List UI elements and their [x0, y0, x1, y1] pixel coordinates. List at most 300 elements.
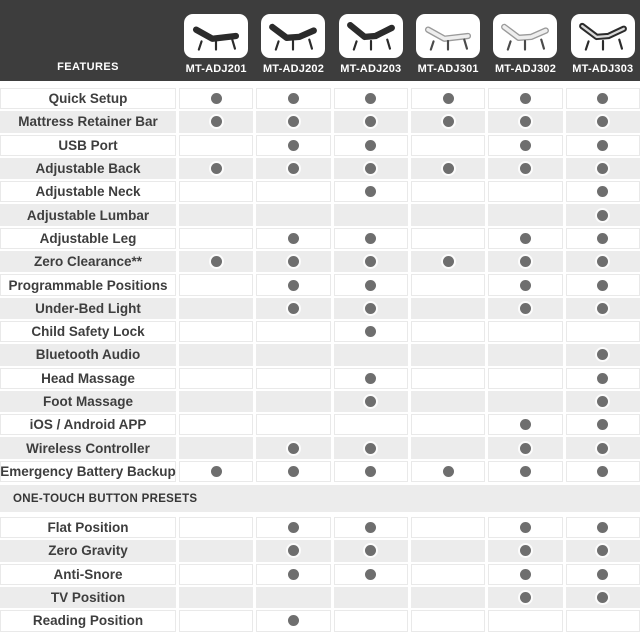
model-name-label: MT-ADJ201	[185, 63, 247, 75]
feature-value-cell	[411, 228, 485, 249]
feature-name-cell	[0, 368, 176, 389]
feature-value-cell	[411, 437, 485, 458]
feature-name-label: Zero Clearance**	[33, 254, 143, 270]
model-name-label: MT-ADJ203	[340, 63, 402, 75]
feature-value-cell	[256, 517, 330, 538]
model-name-label: MT-ADJ202	[262, 63, 325, 75]
feature-name-cell	[0, 274, 176, 295]
feature-name-cell	[0, 414, 176, 435]
feature-name-label: Foot Massage	[42, 394, 134, 409]
table-header	[0, 0, 640, 81]
feature-name-label: Wireless Controller	[26, 440, 150, 456]
feature-value-cell	[256, 344, 330, 365]
feature-included-dot-icon	[520, 280, 531, 291]
feature-value-cell	[566, 181, 640, 202]
feature-value-cell	[488, 540, 562, 561]
feature-name-label: Flat Position	[47, 520, 129, 536]
section-title: ONE-TOUCH BUTTON PRESETS	[13, 492, 198, 505]
feature-value-cell	[488, 181, 562, 202]
feature-value-cell	[179, 204, 253, 225]
feature-included-dot-icon	[520, 592, 531, 603]
feature-value-cell	[179, 111, 253, 132]
feature-value-cell	[566, 158, 640, 179]
feature-value-cell	[488, 135, 562, 156]
feature-value-cell	[256, 158, 330, 179]
feature-included-dot-icon	[365, 443, 376, 454]
model-column-header	[256, 0, 330, 81]
feature-value-cell	[488, 88, 562, 109]
feature-included-dot-icon	[520, 419, 531, 430]
feature-value-cell	[179, 158, 253, 179]
feature-value-cell	[411, 158, 485, 179]
feature-value-cell	[256, 135, 330, 156]
feature-value-cell	[179, 181, 253, 202]
feature-name-cell	[0, 391, 176, 412]
feature-value-cell	[488, 344, 562, 365]
feature-name-label: Zero Gravity	[48, 543, 128, 559]
feature-included-dot-icon	[597, 522, 608, 533]
feature-value-cell	[411, 517, 485, 538]
product-image-tile	[416, 14, 480, 58]
feature-included-dot-icon	[597, 233, 608, 244]
feature-value-cell	[488, 391, 562, 412]
feature-included-dot-icon	[211, 163, 222, 174]
feature-name-cell	[0, 158, 176, 179]
adjustable-bed-mixed-head-foot-up-icon	[575, 17, 631, 55]
feature-included-dot-icon	[288, 569, 299, 580]
feature-value-cell	[334, 228, 408, 249]
feature-value-cell	[334, 251, 408, 272]
feature-name-cell	[0, 204, 176, 225]
feature-name-cell	[0, 321, 176, 342]
feature-value-cell	[179, 344, 253, 365]
feature-value-cell	[411, 298, 485, 319]
feature-value-cell	[411, 135, 485, 156]
feature-included-dot-icon	[365, 466, 376, 477]
feature-included-dot-icon	[597, 349, 608, 360]
feature-value-cell	[566, 321, 640, 342]
feature-value-cell	[179, 391, 253, 412]
feature-name-label: Quick Setup	[48, 91, 128, 107]
feature-value-cell	[566, 344, 640, 365]
feature-included-dot-icon	[597, 592, 608, 603]
feature-value-cell	[411, 204, 485, 225]
feature-name-label: Mattress Retainer Bar	[18, 114, 158, 130]
feature-value-cell	[566, 391, 640, 412]
feature-value-cell	[566, 111, 640, 132]
feature-value-cell	[566, 228, 640, 249]
feature-included-dot-icon	[520, 466, 531, 477]
feature-value-cell	[411, 414, 485, 435]
feature-value-cell	[411, 610, 485, 631]
feature-row	[0, 88, 640, 109]
feature-row	[0, 274, 640, 295]
model-name-label: MT-ADJ303	[572, 63, 634, 75]
feature-value-cell	[566, 298, 640, 319]
adjustable-bed-light-head-foot-up-icon	[497, 17, 553, 55]
feature-value-cell	[334, 461, 408, 482]
feature-value-cell	[334, 111, 408, 132]
feature-value-cell	[256, 587, 330, 608]
feature-name-label: Emergency Battery Backup	[0, 463, 176, 479]
feature-value-cell	[179, 414, 253, 435]
model-name-label: MT-ADJ301	[417, 63, 479, 75]
feature-row	[0, 158, 640, 179]
feature-value-cell	[179, 251, 253, 272]
feature-value-cell	[411, 181, 485, 202]
feature-value-cell	[411, 587, 485, 608]
feature-value-cell	[488, 461, 562, 482]
feature-row	[0, 204, 640, 225]
feature-row	[0, 540, 640, 561]
product-image-tile	[184, 14, 248, 58]
feature-row	[0, 321, 640, 342]
feature-included-dot-icon	[597, 443, 608, 454]
feature-included-dot-icon	[520, 522, 531, 533]
product-image-tile	[261, 14, 325, 58]
feature-name-cell	[0, 540, 176, 561]
feature-value-cell	[488, 564, 562, 585]
feature-included-dot-icon	[288, 522, 299, 533]
feature-value-cell	[179, 517, 253, 538]
feature-name-cell	[0, 564, 176, 585]
feature-included-dot-icon	[597, 163, 608, 174]
feature-included-dot-icon	[597, 116, 608, 127]
feature-value-cell	[334, 414, 408, 435]
feature-value-cell	[488, 321, 562, 342]
feature-included-dot-icon	[443, 466, 454, 477]
feature-row	[0, 437, 640, 458]
feature-value-cell	[256, 437, 330, 458]
feature-name-cell	[0, 461, 176, 482]
feature-included-dot-icon	[211, 466, 222, 477]
feature-value-cell	[411, 344, 485, 365]
feature-name-cell	[0, 88, 176, 109]
feature-included-dot-icon	[597, 396, 608, 407]
feature-included-dot-icon	[520, 256, 531, 267]
feature-value-cell	[488, 414, 562, 435]
feature-value-cell	[179, 540, 253, 561]
feature-row	[0, 298, 640, 319]
feature-included-dot-icon	[597, 256, 608, 267]
feature-value-cell	[256, 228, 330, 249]
feature-value-cell	[256, 181, 330, 202]
product-image-tile	[571, 14, 635, 58]
feature-value-cell	[334, 181, 408, 202]
feature-name-label: Adjustable Leg	[39, 230, 137, 246]
feature-value-cell	[256, 368, 330, 389]
feature-value-cell	[488, 274, 562, 295]
feature-value-cell	[334, 391, 408, 412]
feature-value-cell	[256, 321, 330, 342]
feature-value-cell	[179, 274, 253, 295]
adjustable-bed-dark-head-up-icon	[188, 17, 244, 55]
feature-value-cell	[179, 135, 253, 156]
feature-value-cell	[566, 251, 640, 272]
feature-value-cell	[411, 274, 485, 295]
feature-included-dot-icon	[288, 280, 299, 291]
feature-value-cell	[334, 274, 408, 295]
feature-name-cell	[0, 298, 176, 319]
feature-value-cell	[334, 88, 408, 109]
feature-included-dot-icon	[288, 163, 299, 174]
feature-value-cell	[179, 437, 253, 458]
feature-included-dot-icon	[288, 233, 299, 244]
feature-row	[0, 111, 640, 132]
feature-name-cell	[0, 181, 176, 202]
feature-included-dot-icon	[365, 186, 376, 197]
feature-value-cell	[411, 461, 485, 482]
feature-value-cell	[334, 540, 408, 561]
feature-value-cell	[179, 88, 253, 109]
feature-value-cell	[256, 298, 330, 319]
feature-value-cell	[566, 368, 640, 389]
feature-included-dot-icon	[365, 280, 376, 291]
feature-value-cell	[566, 414, 640, 435]
feature-included-dot-icon	[288, 443, 299, 454]
feature-name-label: Reading Position	[32, 613, 144, 629]
feature-value-cell	[411, 391, 485, 412]
feature-name-cell	[0, 517, 176, 538]
feature-value-cell	[488, 587, 562, 608]
feature-value-cell	[256, 391, 330, 412]
feature-name-label: TV Position	[50, 590, 126, 606]
feature-included-dot-icon	[443, 163, 454, 174]
feature-name-cell	[0, 251, 176, 272]
feature-included-dot-icon	[597, 186, 608, 197]
feature-included-dot-icon	[365, 326, 376, 337]
feature-included-dot-icon	[365, 256, 376, 267]
feature-included-dot-icon	[288, 140, 299, 151]
feature-name-cell	[0, 437, 176, 458]
feature-included-dot-icon	[520, 116, 531, 127]
feature-value-cell	[488, 517, 562, 538]
feature-value-cell	[411, 88, 485, 109]
feature-value-cell	[488, 610, 562, 631]
feature-row	[0, 344, 640, 365]
feature-value-cell	[256, 204, 330, 225]
feature-included-dot-icon	[597, 466, 608, 477]
feature-included-dot-icon	[597, 303, 608, 314]
feature-included-dot-icon	[597, 280, 608, 291]
feature-row	[0, 414, 640, 435]
model-column-header	[334, 0, 408, 81]
feature-included-dot-icon	[443, 116, 454, 127]
product-image-tile	[339, 14, 403, 58]
feature-name-cell	[0, 587, 176, 608]
feature-name-label: Programmable Positions	[8, 277, 168, 293]
feature-value-cell	[334, 564, 408, 585]
feature-included-dot-icon	[365, 116, 376, 127]
feature-value-cell	[488, 228, 562, 249]
feature-included-dot-icon	[211, 93, 222, 104]
feature-included-dot-icon	[520, 569, 531, 580]
feature-included-dot-icon	[365, 522, 376, 533]
model-column-header	[411, 0, 485, 81]
feature-name-cell	[0, 135, 176, 156]
feature-included-dot-icon	[288, 466, 299, 477]
adjustable-bed-dark-head-foot-up-icon	[265, 17, 321, 55]
feature-included-dot-icon	[365, 396, 376, 407]
product-image-tile	[493, 14, 557, 58]
model-name-label: MT-ADJ302	[494, 63, 557, 75]
feature-row	[0, 251, 640, 272]
feature-value-cell	[411, 540, 485, 561]
feature-included-dot-icon	[520, 233, 531, 244]
feature-value-cell	[488, 251, 562, 272]
feature-value-cell	[179, 461, 253, 482]
feature-value-cell	[179, 321, 253, 342]
feature-value-cell	[566, 437, 640, 458]
model-column-header	[179, 0, 253, 81]
feature-included-dot-icon	[520, 163, 531, 174]
feature-value-cell	[411, 368, 485, 389]
feature-included-dot-icon	[597, 569, 608, 580]
feature-row	[0, 368, 640, 389]
feature-included-dot-icon	[520, 93, 531, 104]
feature-row	[0, 391, 640, 412]
feature-included-dot-icon	[288, 93, 299, 104]
feature-value-cell	[566, 135, 640, 156]
adjustable-bed-dark-head-foot-up-steep-icon	[343, 17, 399, 55]
feature-name-label: USB Port	[58, 137, 118, 153]
feature-value-cell	[334, 204, 408, 225]
feature-included-dot-icon	[597, 545, 608, 556]
feature-included-dot-icon	[211, 116, 222, 127]
feature-value-cell	[256, 564, 330, 585]
feature-included-dot-icon	[597, 210, 608, 221]
feature-value-cell	[566, 461, 640, 482]
feature-included-dot-icon	[520, 545, 531, 556]
feature-name-cell	[0, 228, 176, 249]
feature-included-dot-icon	[443, 93, 454, 104]
feature-included-dot-icon	[365, 163, 376, 174]
section-header-row	[0, 485, 640, 512]
feature-included-dot-icon	[288, 303, 299, 314]
feature-name-label: iOS / Android APP	[29, 417, 147, 433]
feature-included-dot-icon	[597, 373, 608, 384]
feature-included-dot-icon	[365, 373, 376, 384]
feature-value-cell	[566, 610, 640, 631]
feature-value-cell	[256, 88, 330, 109]
feature-value-cell	[179, 368, 253, 389]
feature-value-cell	[488, 204, 562, 225]
feature-included-dot-icon	[365, 233, 376, 244]
feature-included-dot-icon	[365, 140, 376, 151]
feature-value-cell	[334, 517, 408, 538]
feature-name-label: Child Safety Lock	[31, 324, 145, 340]
feature-row	[0, 135, 640, 156]
feature-value-cell	[334, 368, 408, 389]
feature-name-cell	[0, 111, 176, 132]
feature-value-cell	[179, 564, 253, 585]
feature-value-cell	[334, 587, 408, 608]
feature-value-cell	[566, 517, 640, 538]
feature-value-cell	[411, 251, 485, 272]
feature-row	[0, 564, 640, 585]
feature-included-dot-icon	[288, 615, 299, 626]
features-label: FEATURES	[57, 61, 119, 73]
feature-value-cell	[334, 344, 408, 365]
feature-row	[0, 610, 640, 631]
feature-value-cell	[334, 158, 408, 179]
feature-included-dot-icon	[443, 256, 454, 267]
feature-name-cell	[0, 344, 176, 365]
feature-value-cell	[488, 437, 562, 458]
feature-name-label: Adjustable Back	[35, 161, 141, 177]
feature-value-cell	[488, 368, 562, 389]
feature-row	[0, 517, 640, 538]
feature-value-cell	[256, 251, 330, 272]
feature-included-dot-icon	[597, 140, 608, 151]
feature-included-dot-icon	[365, 545, 376, 556]
feature-value-cell	[179, 228, 253, 249]
feature-included-dot-icon	[520, 443, 531, 454]
features-column-header	[0, 0, 176, 81]
feature-value-cell	[334, 135, 408, 156]
feature-included-dot-icon	[365, 569, 376, 580]
feature-value-cell	[334, 298, 408, 319]
feature-included-dot-icon	[288, 545, 299, 556]
feature-included-dot-icon	[288, 256, 299, 267]
feature-value-cell	[488, 298, 562, 319]
feature-value-cell	[488, 158, 562, 179]
feature-name-label: Adjustable Lumbar	[26, 207, 150, 223]
feature-included-dot-icon	[520, 303, 531, 314]
feature-value-cell	[411, 111, 485, 132]
feature-value-cell	[179, 587, 253, 608]
feature-included-dot-icon	[520, 140, 531, 151]
feature-name-label: Anti-Snore	[53, 566, 123, 582]
feature-name-label: Adjustable Neck	[35, 184, 141, 200]
feature-value-cell	[256, 274, 330, 295]
feature-name-label: Bluetooth Audio	[35, 347, 141, 363]
feature-matrix	[0, 88, 640, 632]
feature-row	[0, 181, 640, 202]
feature-value-cell	[566, 587, 640, 608]
feature-value-cell	[566, 274, 640, 295]
feature-value-cell	[256, 540, 330, 561]
feature-value-cell	[334, 321, 408, 342]
feature-included-dot-icon	[597, 93, 608, 104]
feature-value-cell	[566, 204, 640, 225]
feature-value-cell	[334, 610, 408, 631]
feature-value-cell	[256, 414, 330, 435]
feature-included-dot-icon	[288, 116, 299, 127]
feature-value-cell	[566, 540, 640, 561]
feature-included-dot-icon	[597, 419, 608, 430]
feature-value-cell	[411, 321, 485, 342]
feature-value-cell	[256, 461, 330, 482]
feature-value-cell	[179, 610, 253, 631]
feature-value-cell	[256, 111, 330, 132]
feature-name-label: Head Massage	[41, 370, 135, 386]
feature-row	[0, 228, 640, 249]
feature-value-cell	[566, 88, 640, 109]
feature-included-dot-icon	[211, 256, 222, 267]
adjustable-bed-light-head-up-icon	[420, 17, 476, 55]
feature-value-cell	[566, 564, 640, 585]
feature-value-cell	[179, 298, 253, 319]
feature-name-cell	[0, 610, 176, 631]
feature-row	[0, 461, 640, 482]
feature-value-cell	[256, 610, 330, 631]
feature-name-label: Under-Bed Light	[35, 300, 141, 316]
feature-included-dot-icon	[365, 93, 376, 104]
model-column-header	[566, 0, 640, 81]
feature-value-cell	[488, 111, 562, 132]
feature-value-cell	[411, 564, 485, 585]
